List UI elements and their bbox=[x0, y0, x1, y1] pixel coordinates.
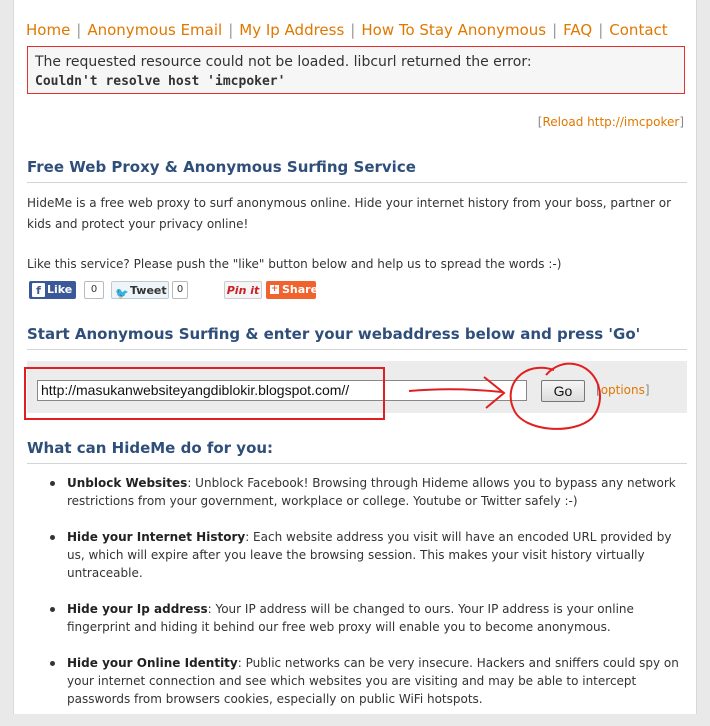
reload-bracket-open: [ bbox=[537, 115, 543, 129]
nav-anonymous-email-link[interactable]: Anonymous Email bbox=[87, 21, 223, 39]
nav-stay-anonymous-link[interactable]: How To Stay Anonymous bbox=[361, 21, 547, 39]
intro-text: HideMe is a free web proxy to surf anonymous online. Hide your internet history from your boss, partner or kids and protect your privacy online! bbox=[27, 196, 672, 231]
list-item bbox=[27, 528, 692, 582]
feature-text: : Each website address you visit will have an encoded URL provided by us, which will expire after you leave the browsing session. This makes your visit history virtually untraceable. bbox=[67, 530, 672, 580]
options-link[interactable]: options bbox=[600, 383, 645, 397]
share-label: Share bbox=[282, 283, 319, 296]
nav-faq-link[interactable]: FAQ bbox=[563, 21, 593, 39]
page bbox=[13, 0, 697, 714]
feature-title: Hide your Ip address bbox=[67, 602, 208, 616]
twitter-bird-icon: 🐦 bbox=[115, 287, 129, 300]
features-list bbox=[27, 474, 692, 726]
nav-separator: | bbox=[598, 21, 604, 39]
annotation-arrow bbox=[409, 389, 502, 392]
nav-contact-link[interactable]: Contact bbox=[609, 21, 668, 39]
share-plus-icon: + bbox=[270, 284, 279, 294]
nav-separator: | bbox=[228, 21, 234, 39]
like-text: Like this service? Please push the "like" button below and help us to spread the words :-) bbox=[27, 257, 562, 271]
surf-heading: Start Anonymous Surfing & enter your webaddress below and press 'Go' bbox=[27, 325, 687, 350]
facebook-like-label: Like bbox=[47, 283, 73, 296]
go-button[interactable]: Go bbox=[541, 380, 585, 402]
feature-text: : Your IP address will be changed to ours. Your IP address is your online fingerprint and hiding it behind our free web proxy will enable you to become anonymous. bbox=[67, 602, 634, 634]
nav-separator: | bbox=[76, 21, 82, 39]
nav-home-link[interactable]: Home bbox=[26, 21, 71, 39]
url-input[interactable]: http://masukanwebsiteyangdiblokir.blogspot.com// bbox=[37, 380, 527, 401]
facebook-like-count: 0 bbox=[84, 281, 104, 299]
list-item bbox=[27, 600, 692, 636]
reload-bracket-close: ] bbox=[679, 115, 684, 129]
feature-title: Unblock Websites bbox=[67, 476, 188, 490]
nav-separator: | bbox=[552, 21, 558, 39]
options-bracket-open: [ bbox=[596, 383, 601, 397]
reload-link[interactable]: Reload http://imcpoker bbox=[542, 115, 680, 129]
tweet-count: 0 bbox=[172, 281, 188, 299]
pinterest-button[interactable]: Pin it bbox=[224, 281, 262, 299]
feature-title: Hide your Online Identity bbox=[67, 656, 238, 670]
feature-text: : Public networks can be very insecure. Hackers and sniffers could spy on your internet connection and see which websites you are visiting and may be able to intercept passwords from browsers cookies, especially on public WiFi hotspots. bbox=[67, 656, 679, 706]
error-detail: Couldn't resolve host 'imcpoker' bbox=[35, 74, 286, 89]
feature-text: : Unblock Facebook! Browsing through Hideme allows you to bypass any network restrictions from your government, workplace or college. Youtube or Twitter safely :-) bbox=[67, 476, 676, 508]
nav-my-ip-link[interactable]: My Ip Address bbox=[239, 21, 345, 39]
intro-heading: Free Web Proxy & Anonymous Surfing Service bbox=[27, 158, 687, 183]
features-heading: What can HideMe do for you: bbox=[27, 439, 687, 464]
nav-separator: | bbox=[350, 21, 356, 39]
facebook-icon: f bbox=[32, 283, 45, 297]
list-item bbox=[27, 654, 692, 708]
options-bracket-close: ] bbox=[644, 383, 650, 397]
tweet-label: Tweet bbox=[130, 284, 167, 297]
list-item bbox=[27, 474, 692, 510]
annotation-circle bbox=[511, 364, 600, 429]
feature-title: Hide your Internet History bbox=[67, 530, 246, 544]
error-message: The requested resource could not be loaded. libcurl returned the error: bbox=[35, 54, 532, 70]
